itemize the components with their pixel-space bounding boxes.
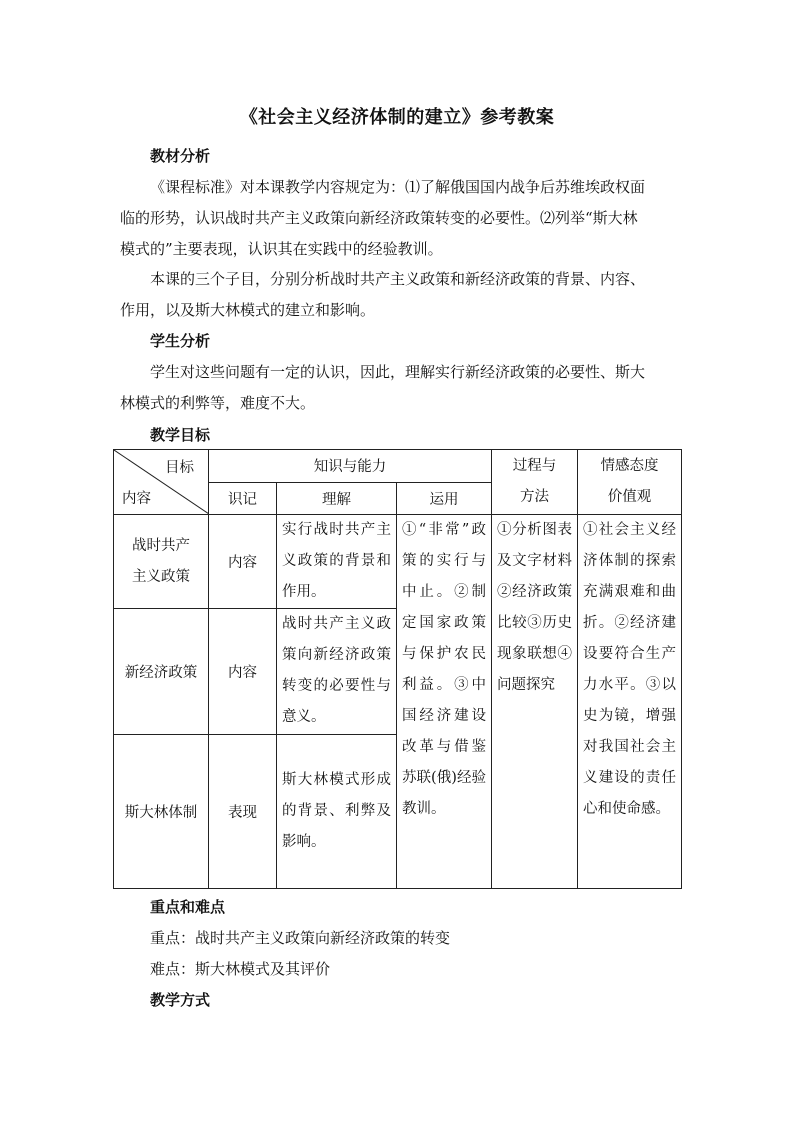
heading-student-analysis: 学生分析	[150, 332, 211, 350]
student-paragraph-line-2: 林模式的利弊等，难度不大。	[120, 394, 316, 412]
row-recall-war-communism: 内容	[209, 515, 277, 609]
material-paragraph-1-line-3: 模式的”主要表现，认识其在实践中的经验教训。	[120, 240, 443, 258]
row-label-stalin-system: 斯大林体制	[114, 735, 209, 889]
row-label-new-economic-policy: 新经济政策	[114, 609, 209, 735]
header-apply: 运用	[397, 482, 492, 515]
table-row	[114, 515, 682, 609]
header-recall: 识记	[209, 482, 277, 515]
teaching-goals-table	[113, 449, 682, 889]
key-point-difficulty: 难点：斯大林模式及其评价	[150, 960, 331, 978]
heading-key-points: 重点和难点	[150, 898, 226, 916]
header-process-method: 过程与方法	[492, 450, 578, 515]
row-understand-new-economic-policy: 战时共产主义政策向新经济政策转变的必要性与意义。	[277, 609, 397, 735]
header-understand: 理解	[277, 482, 397, 515]
document-title: 《社会主义经济体制的建立》参考教案	[239, 107, 555, 128]
row-label-war-communism: 战时共产主义政策	[114, 515, 209, 609]
apply-cell: ①“非常”政策的实行与中止。②制定国家政策与保护农民利益。③中国经济建设改革与借鉴苏联(俄)经验教训。	[397, 515, 492, 889]
row-recall-stalin-system: 表现	[209, 735, 277, 889]
row-recall-new-economic-policy: 内容	[209, 609, 277, 735]
student-paragraph-line-1: 学生对这些问题有一定的认识，因此，理解实行新经济政策的必要性、斯大	[150, 363, 646, 381]
table-header-row-1	[114, 450, 682, 483]
material-paragraph-1-line-2: 临的形势，认识战时共产主义政策向新经济政策转变的必要性。⑵列举“斯大林	[120, 209, 638, 227]
material-paragraph-2-line-1: 本课的三个子目，分别分析战时共产主义政策和新经济政策的背景、内容、	[150, 270, 646, 288]
heading-material-analysis: 教材分析	[150, 147, 211, 165]
diagonal-header-cell	[114, 450, 209, 515]
process-method-cell: ①分析图表及文字材料②经济政策比较③历史现象联想④问题探究	[492, 515, 578, 889]
row-understand-war-communism: 实行战时共产主义政策的背景和作用。	[277, 515, 397, 609]
material-paragraph-1-line-1: 《课程标准》对本课教学内容规定为：⑴了解俄国国内战争后苏维埃政权面	[150, 178, 646, 196]
diagonal-header-content: 内容	[122, 491, 151, 507]
header-knowledge-ability: 知识与能力	[209, 450, 492, 483]
row-understand-stalin-system: 斯大林模式形成的背景、利弊及影响。	[277, 735, 397, 889]
header-emotion-values: 情感态度价值观	[578, 450, 682, 515]
key-point-focus: 重点：战时共产主义政策向新经济政策的转变	[150, 929, 451, 947]
material-paragraph-2-line-2: 作用，以及斯大林模式的建立和影响。	[120, 301, 376, 319]
heading-teaching-goals: 教学目标	[150, 426, 211, 444]
heading-teaching-methods: 教学方式	[150, 991, 211, 1009]
emotion-values-cell: ①社会主义经济体制的探索充满艰难和曲折。②经济建设要符合生产力水平。③以史为镜，增强对我国社会主义建设的责任心和使命感。	[578, 515, 682, 889]
diagonal-header-goal: 目标	[165, 460, 194, 476]
